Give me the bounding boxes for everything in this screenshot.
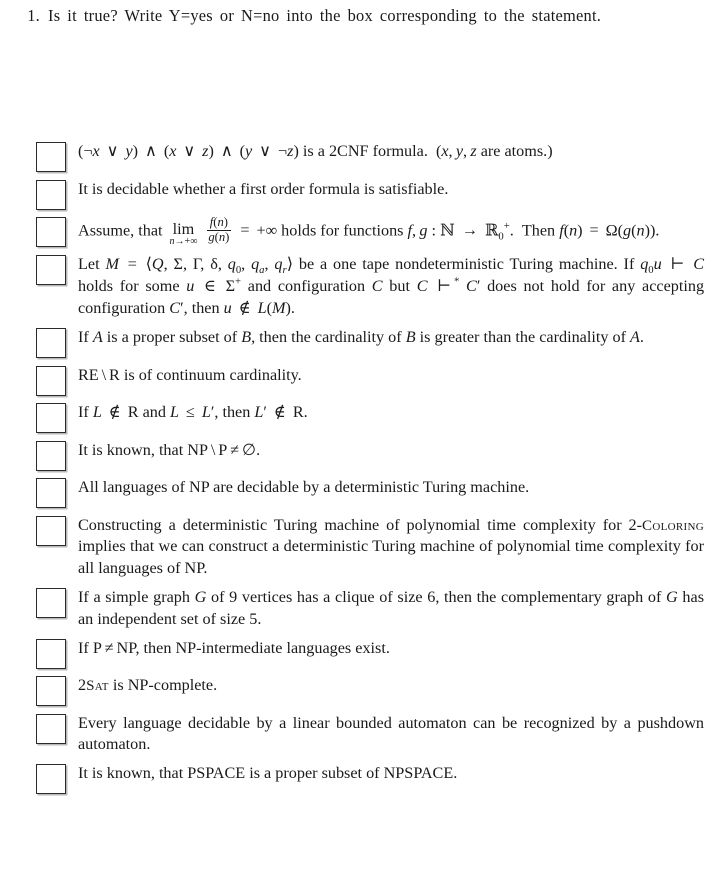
answer-box-proper-subset-cardinality[interactable] bbox=[36, 328, 66, 358]
answer-box-re-minus-r-continuum[interactable] bbox=[36, 366, 66, 396]
statement-2cnf-formula bbox=[36, 141, 706, 172]
statement-clique-complement-independent-set bbox=[36, 587, 706, 631]
statement-nondeterministic-turing-machine-acceptance bbox=[36, 254, 706, 319]
statement-np-decidable-by-dtm bbox=[36, 477, 706, 508]
answer-box-nondeterministic-turing-machine-acceptance[interactable] bbox=[36, 255, 66, 285]
statement-np-intermediate-languages bbox=[36, 638, 706, 669]
statement-limit-omega-bound bbox=[36, 216, 706, 247]
question-number: 1. bbox=[27, 6, 40, 25]
statement-text-nondeterministic-turing-machine-acceptance: Let M = ⟨Q, Σ, Γ, δ, $q_0$, $q_a$, $q_r⟩$ be a one tape nondeterministic Turing machine. If $q_0u$ ⊢ C holds for some u ∈ Σ+ and configuration C but C ⊢ * C′ does not hold for any accepting configuration C′, then u ∉ L(M). bbox=[78, 255, 705, 317]
answer-box-pspace-proper-subset-npspace[interactable] bbox=[36, 764, 66, 794]
answer-box-limit-omega-bound[interactable] bbox=[36, 217, 66, 247]
answer-box-lba-recognized-by-pda[interactable] bbox=[36, 714, 66, 744]
statement-text-proper-subset-cardinality: If A is a proper subset of B, then the cardinality of B is greater than the cardinality of A. bbox=[78, 327, 644, 346]
statement-text-2sat-np-complete: 2Sat is NP-complete. bbox=[78, 676, 218, 695]
statement-proper-subset-cardinality bbox=[36, 327, 706, 358]
answer-box-np-intermediate-languages[interactable] bbox=[36, 639, 66, 669]
statement-text-reduction-not-recursive: If L ∉ R and L ≤ L′, then L′ ∉ R. bbox=[78, 403, 308, 422]
statement-text-re-minus-r-continuum: RE \ R is of continuum cardinality. bbox=[78, 365, 302, 384]
answer-box-clique-complement-independent-set[interactable] bbox=[36, 588, 66, 618]
statement-text-np-intermediate-languages: If P ≠ NP, then NP-intermediate languages exist. bbox=[78, 638, 390, 657]
statement-text-limit-omega-bound: Assume, that lim n→+∞ $\frac{f(n)}{g(n)}$ = +∞ holds for functions f, g : ℕ → ℝ$_0$+. Then f(n) = Ω(g(n)). bbox=[78, 215, 660, 247]
statement-text-first-order-satisfiability-decidable: It is decidable whether a first order formula is satisfiable. bbox=[78, 179, 449, 198]
answer-box-2cnf-formula[interactable] bbox=[36, 142, 66, 172]
statement-lba-recognized-by-pda bbox=[36, 713, 706, 757]
statement-text-clique-complement-independent-set: If a simple graph G of 9 vertices has a clique of size 6, then the complementary graph of G has an independent set of size 5. bbox=[78, 588, 704, 628]
answer-box-first-order-satisfiability-decidable[interactable] bbox=[36, 180, 66, 210]
statement-pspace-proper-subset-npspace bbox=[36, 763, 706, 794]
statement-text-two-coloring-implies-p-equals-np: Constructing a deterministic Turing machine of polynomial time complexity for 2-Coloring implies that we can construct a deterministic Turing machine of polynomial time complexity for all languages of NP. bbox=[78, 515, 704, 578]
answer-box-two-coloring-implies-p-equals-np[interactable] bbox=[36, 516, 66, 546]
statement-text-2cnf-formula: (¬x ∨ y) ∧ (x ∨ z) ∧ (y ∨ ¬z) is a 2CNF formula. (x, y, z are atoms.) bbox=[78, 142, 553, 160]
statement-reduction-not-recursive bbox=[36, 402, 706, 433]
answer-box-np-decidable-by-dtm[interactable] bbox=[36, 478, 66, 508]
question-heading bbox=[14, 6, 702, 26]
question-prompt: Is it true? Write Y=yes or N=no into the box corresponding to the statement. bbox=[48, 6, 602, 25]
statement-re-minus-r-continuum bbox=[36, 365, 706, 396]
statement-text-lba-recognized-by-pda: Every language decidable by a linear bounded automaton can be recognized by a pushdown automaton. bbox=[78, 713, 704, 754]
statement-two-coloring-implies-p-equals-np bbox=[36, 515, 706, 580]
statement-text-np-decidable-by-dtm: All languages of NP are decidable by a deterministic Turing machine. bbox=[78, 478, 530, 497]
statement-2sat-np-complete bbox=[36, 675, 706, 706]
answer-box-2sat-np-complete[interactable] bbox=[36, 676, 66, 706]
statement-list bbox=[36, 141, 706, 801]
statement-first-order-satisfiability-decidable bbox=[36, 179, 706, 210]
statement-text-np-minus-p-nonempty: It is known, that NP \ P ≠ ∅. bbox=[78, 440, 261, 459]
answer-box-np-minus-p-nonempty[interactable] bbox=[36, 441, 66, 471]
statement-np-minus-p-nonempty bbox=[36, 440, 706, 471]
answer-box-reduction-not-recursive[interactable] bbox=[36, 403, 66, 433]
statement-text-pspace-proper-subset-npspace: It is known, that PSPACE is a proper subset of NPSPACE. bbox=[78, 764, 458, 783]
